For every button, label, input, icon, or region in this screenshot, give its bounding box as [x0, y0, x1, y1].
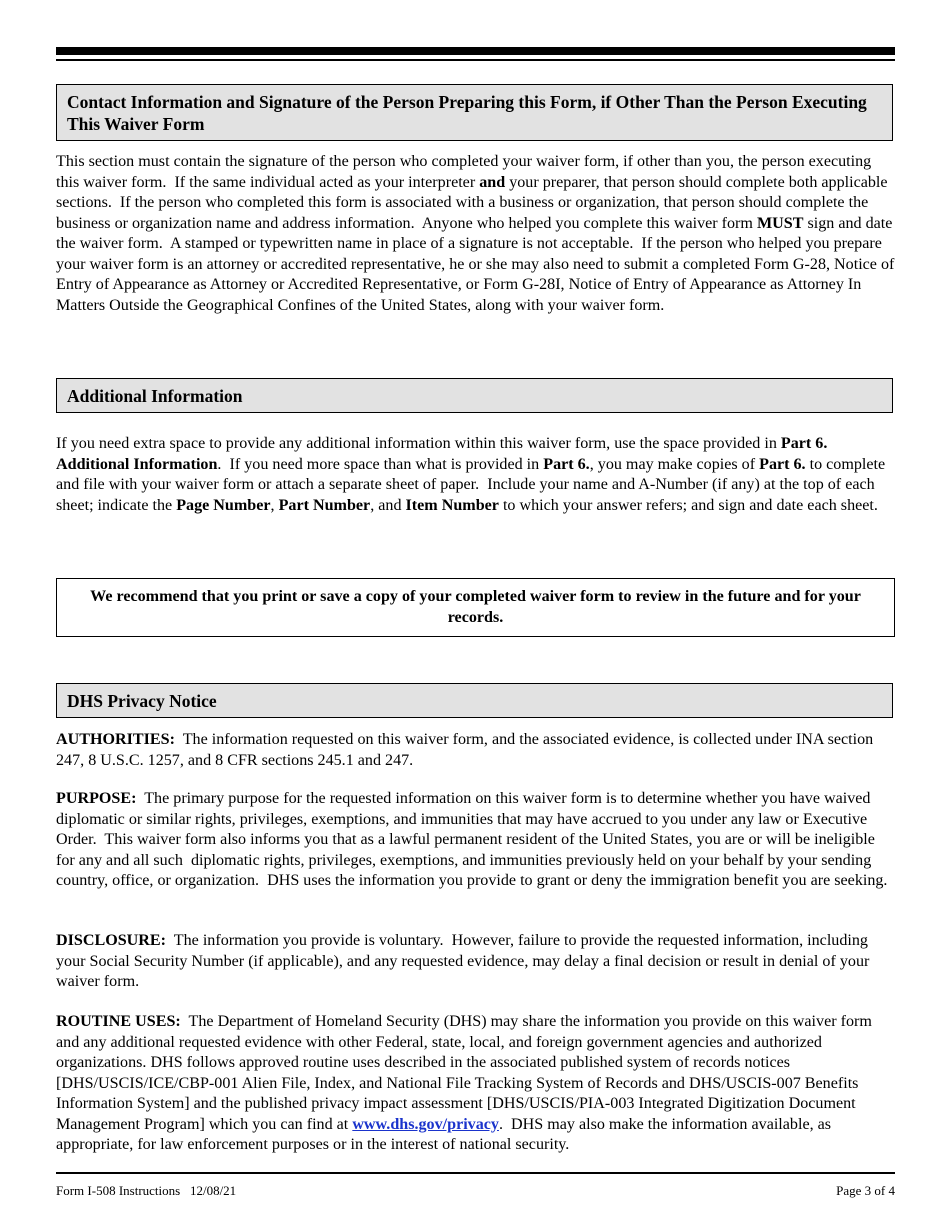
- routine-uses-text-2: . DHS may also make the information available, as appropriate, for law enforcement purposes or in the interest of national security.: [56, 1115, 836, 1153]
- additional-text-4: to complete and file with your waiver form or attach a separate sheet of paper. Include your name and A-Number (if any) at the top of each sheet; indicate the: [56, 455, 890, 514]
- preparer-section-heading: [56, 84, 893, 141]
- additional-bold-page-number: Page Number: [176, 496, 271, 514]
- disclosure-label: DISCLOSURE:: [56, 932, 167, 949]
- preparer-body-bold-and: and: [479, 173, 506, 191]
- additional-bold-part-number: Part Number: [278, 496, 371, 514]
- additional-text-7: to which your answer refers; and sign and date each sheet.: [498, 496, 878, 514]
- routine-uses-paragraph: [56, 1012, 895, 1156]
- routine-uses-label: ROUTINE USES:: [56, 1013, 181, 1030]
- footer-page-number: Page 3 of 4: [836, 1183, 895, 1198]
- dhs-privacy-link[interactable]: www.dhs.gov/privacy: [352, 1115, 499, 1133]
- additional-text-1: If you need extra space to provide any additional information within this waiver form, use the space provided in: [56, 435, 781, 452]
- footer-rule: [56, 1172, 895, 1174]
- header-rule-thick: [56, 47, 895, 55]
- additional-bold-2: Part 6.: [543, 455, 590, 473]
- additional-text-3: , you may make copies of: [589, 455, 760, 473]
- additional-text-2: . If you need more space than what is provided in: [217, 455, 544, 473]
- additional-text-5: ,: [270, 496, 279, 514]
- authorities-label: AUTHORITIES:: [56, 731, 175, 748]
- privacy-notice-heading: [56, 683, 893, 718]
- authorities-paragraph: [56, 730, 895, 771]
- additional-text-6: , and: [370, 496, 406, 514]
- additional-bold-3: Part 6.: [759, 455, 806, 473]
- additional-info-body: [56, 434, 895, 516]
- purpose-label: PURPOSE:: [56, 790, 137, 807]
- additional-info-heading: [56, 378, 893, 413]
- privacy-notice-heading-text: DHS Privacy Notice: [67, 691, 217, 711]
- preparer-body-text-3: sign and date the waiver form. A stamped or typewritten name in place of a signature is not acceptable. If the person who helped you prepare your waiver form is an attorney or accredited representative, he or she may also need to submit a completed Form G-28, Notice of Entry of Appearance as Attorney or Accredited Representative, or Form G-28I, Notice of Entry of Appearance as Attorney In Matters Outside the Geographical Confines of the United States, along with your waiver form.: [56, 214, 899, 314]
- authorities-text: The information requested on this waiver form, and the associated evidence, is collected under INA section 247, 8 U.S.C. 1257, and 8 CFR sections 245.1 and 247.: [56, 731, 878, 769]
- footer-form-id: Form I-508 Instructions 12/08/21: [56, 1183, 237, 1198]
- additional-bold-1: Part 6. Additional Information: [56, 435, 831, 473]
- header-rule-thin: [56, 59, 895, 61]
- preparer-section-heading-text: Contact Information and Signature of the Person Preparing this Form, if Other Than the Person Executing This Waiver Form: [67, 92, 867, 134]
- disclosure-text: The information you provide is voluntary. However, failure to provide the requested information, including your Social Security Number (if applicable), and any requested evidence, may delay a final decision or result in denial of your waiver form.: [56, 932, 874, 990]
- purpose-text: The primary purpose for the requested information on this waiver form is to determine whether you have waived diplomatic or similar rights, privileges, exemptions, and immunities that may have accrued to you under any law or Executive Order. This waiver form also informs you that as a lawful permanent resident of the United States, you are or will be ineligible for any and all such diplomatic rights, privileges, exemptions, and immunities previously held on your behalf by your sending country, office, or organization. DHS uses the information you provide to grant or deny the immigration benefit you are seeking.: [56, 790, 888, 889]
- preparer-body-text-1: This section must contain the signature of the person who completed your waiver form, if other than you, the person executing this waiver form. If the same individual acted as your interpreter: [56, 153, 876, 191]
- recommendation-text: We recommend that you print or save a copy of your completed waiver form to review in the future and for your records.: [90, 588, 861, 626]
- preparer-body-bold-must: MUST: [756, 214, 804, 232]
- purpose-paragraph: [56, 789, 895, 892]
- disclosure-paragraph: [56, 931, 895, 993]
- preparer-section-body: [56, 152, 899, 316]
- additional-bold-item-number: Item Number: [405, 496, 499, 514]
- additional-info-heading-text: Additional Information: [67, 386, 243, 406]
- preparer-body-text-2: your preparer, that person should complete both applicable sections. If the person who completed this form is associated with a business or organization, that person should complete the business or organization name and address information. Anyone who helped you complete this waiver form: [56, 173, 892, 232]
- recommendation-box: [56, 578, 895, 637]
- routine-uses-text-1: The Department of Homeland Security (DHS) may share the information you provide on this waiver form and any additional requested evidence with other Federal, state, local, and foreign government agencies and authorized organizations. DHS follows approved routine uses described in the associated published system of records notices [DHS/USCIS/ICE/CBP-001 Alien File, Index, and National File Tracking System of Records and DHS/USCIS-007 Benefits Information System] and the published privacy impact assessment [DHS/USCIS/PIA-003 Integrated Digitization Document Management Program] which you can find at: [56, 1013, 876, 1133]
